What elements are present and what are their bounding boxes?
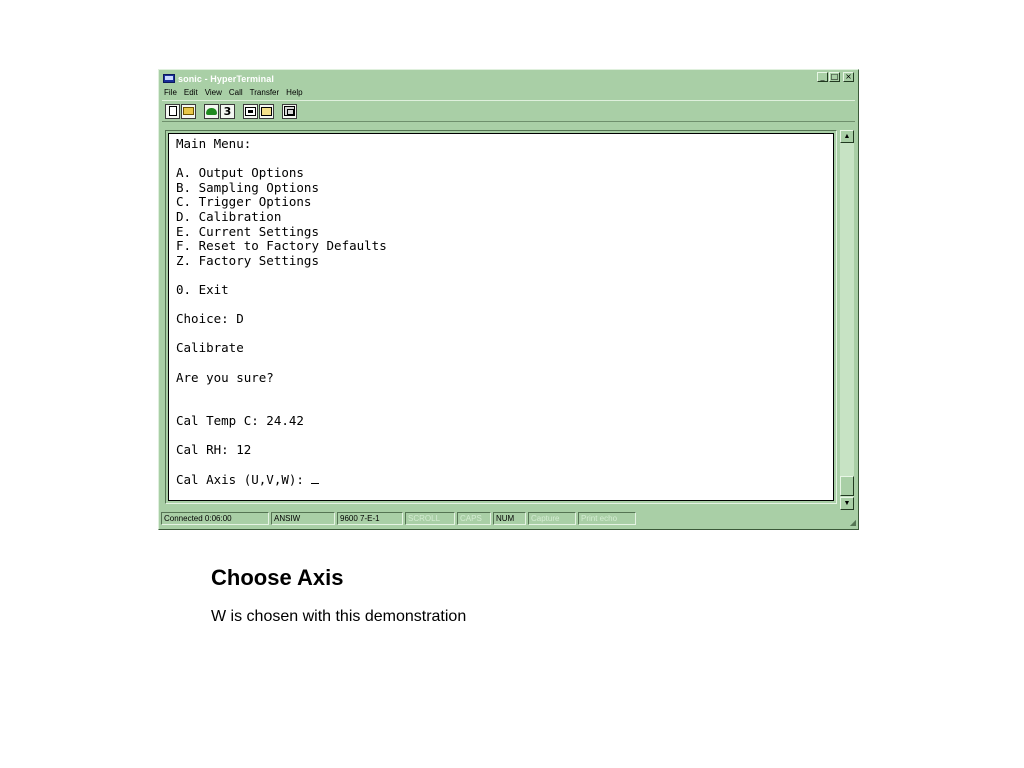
terminal-line: F. Reset to Factory Defaults [176, 238, 387, 254]
slide-body-text: W is chosen with this demonstration [211, 608, 467, 625]
open-button[interactable] [181, 104, 196, 119]
receive-file-icon [261, 107, 272, 116]
terminal-line: Z. Factory Settings [176, 252, 319, 268]
status-scroll: SCROLL [405, 512, 455, 525]
menu-edit[interactable]: Edit [183, 87, 198, 97]
status-bar [161, 512, 856, 526]
status-num: NUM [493, 512, 526, 525]
terminal-line: Cal RH: 12 [176, 442, 252, 458]
scroll-up-button[interactable]: ▲ [840, 130, 854, 143]
vertical-scrollbar[interactable] [840, 130, 854, 510]
close-button[interactable]: × [843, 72, 854, 82]
terminal-line [176, 458, 833, 473]
text-cursor [311, 483, 319, 484]
terminal-line: Cal Axis (U,V,W): [176, 473, 833, 488]
terminal-line [176, 400, 833, 415]
slide-heading: Choose Axis [211, 565, 344, 590]
terminal-frame [165, 130, 837, 504]
resize-grip-icon[interactable]: ◢ [849, 518, 856, 527]
hyperterminal-window [158, 69, 859, 530]
scroll-down-button[interactable]: ▼ [840, 497, 854, 510]
terminal-line: 0. Exit [176, 281, 229, 297]
call-button[interactable] [204, 104, 219, 119]
send-button[interactable] [243, 104, 258, 119]
terminal-line [176, 356, 833, 371]
maximize-button[interactable]: □ [830, 72, 839, 81]
minimize-button[interactable]: _ [817, 72, 828, 82]
new-connection-icon [169, 106, 177, 116]
menu-transfer[interactable]: Transfer [249, 87, 280, 97]
terminal-line [176, 152, 833, 167]
terminal-line: Calibrate [176, 340, 244, 356]
terminal-screen[interactable] [168, 133, 834, 501]
terminal-line [176, 385, 833, 400]
hang-up-icon: 3 [223, 104, 232, 118]
terminal-line [176, 429, 833, 444]
terminal-line: Choice: D [176, 311, 244, 327]
call-phone-icon [206, 108, 217, 115]
menu-bar [164, 86, 303, 98]
menu-view[interactable]: View [204, 87, 222, 97]
status-print-echo: Print echo [578, 512, 636, 525]
status-capture: Capture [528, 512, 576, 525]
terminal-line [176, 268, 833, 283]
status-port-settings: 9600 7-E-1 [337, 512, 403, 525]
scroll-thumb[interactable] [840, 476, 854, 496]
terminal-line [176, 298, 833, 313]
terminal-line: D. Calibration [176, 208, 282, 224]
status-connected: Connected 0:06:00 [161, 512, 269, 525]
terminal-line: B. Sampling Options [176, 179, 319, 195]
new-connection-button[interactable] [165, 104, 180, 119]
menu-call[interactable]: Call [228, 87, 243, 97]
properties-icon [284, 106, 295, 116]
terminal-line: Cal Temp C: 24.42 [176, 413, 304, 429]
open-folder-icon [183, 107, 194, 115]
window-title: sonic - HyperTerminal [178, 73, 274, 84]
menu-help[interactable]: Help [286, 87, 303, 97]
terminal-line: C. Trigger Options [176, 194, 312, 210]
terminal-line: A. Output Options [176, 165, 304, 181]
toolbar [162, 100, 855, 122]
properties-button[interactable] [282, 104, 297, 119]
window-controls [817, 72, 854, 82]
menu-file[interactable]: File [164, 87, 177, 97]
terminal-line: Are you sure? [176, 369, 274, 385]
terminal-line: E. Current Settings [176, 223, 319, 239]
send-file-icon [245, 107, 256, 116]
hyperterminal-app-icon[interactable] [163, 74, 175, 83]
status-caps: CAPS [457, 512, 491, 525]
receive-button[interactable] [259, 104, 274, 119]
disconnect-button[interactable] [220, 104, 235, 119]
title-bar[interactable] [161, 72, 856, 85]
status-emulation: ANSIW [271, 512, 335, 525]
scroll-track[interactable] [840, 143, 854, 497]
terminal-line [176, 327, 833, 342]
terminal-line: Main Menu: [176, 136, 252, 151]
